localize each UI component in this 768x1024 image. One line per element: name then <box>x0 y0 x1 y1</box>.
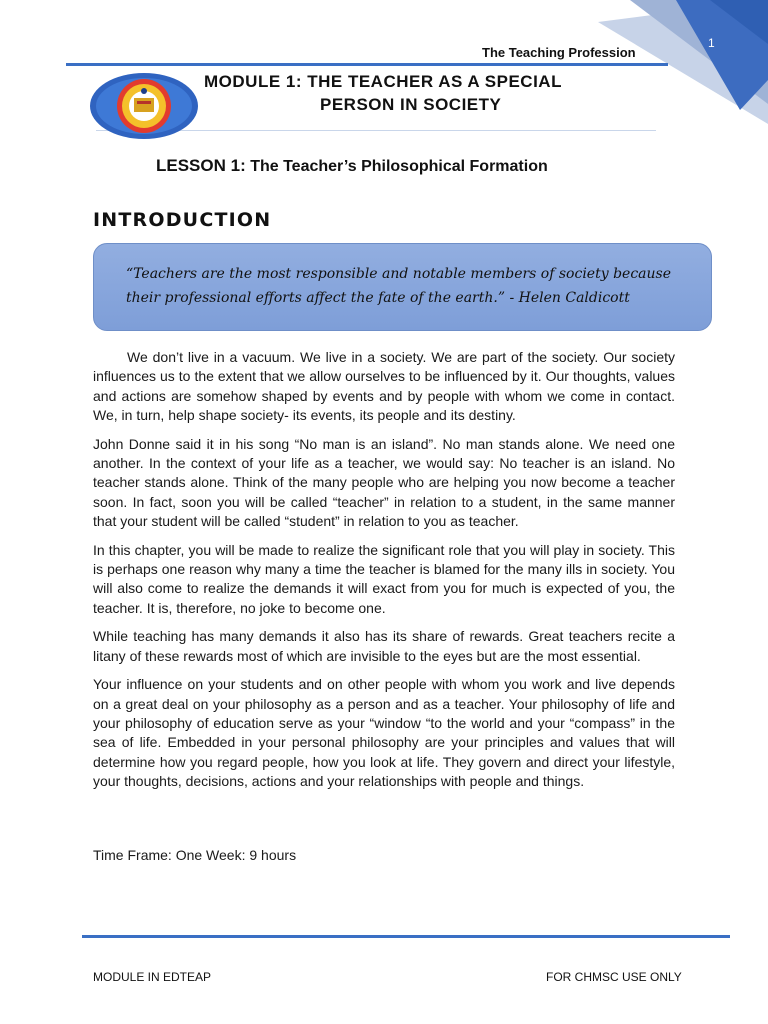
lesson-heading <box>156 156 548 176</box>
module-title-line2: PERSON IN SOCIETY <box>320 95 502 114</box>
footer-left: MODULE IN EDTEAP <box>93 970 212 984</box>
body-paragraph: Your influence on your students and on other people with whom you work and live depends on a great deal on your philosophy as a person and as a teacher. Your philosophy of life and your philosophy of education serve as your “window “to the world and your “compass” in the sea of life. Embedded in your personal philosophy are your principles and values that will determine how you regard people, how you look at life. They govern and direct your lifestyle, your thoughts, decisions, actions and your relationships with people and things. <box>93 676 675 790</box>
footer-right: FOR CHMSC USE ONLY <box>546 970 682 984</box>
introduction-heading: INTRODUCTION <box>93 209 272 231</box>
school-seal-icon <box>88 71 200 141</box>
body-paragraph: While teaching has many demands it also has its share of rewards. Great teachers recite a litany of these rewards most of which are invisible to the eyes but are the most essential. <box>93 628 675 664</box>
body-paragraph: In this chapter, you will be made to realize the significant role that you will play in society. This is perhaps one reason why many a time the teacher is blamed for the many ills in society. You will also come to realize the demands it will exact from you for much is expected of you, the teacher. It is, therefore, no joke to become one. <box>93 541 675 616</box>
page-number: 1 <box>708 36 715 50</box>
module-title-line1: MODULE 1: THE TEACHER AS A SPECIAL <box>204 72 562 91</box>
body-text <box>93 348 675 801</box>
footer-rule <box>82 935 730 938</box>
lesson-title: The Teacher’s Philosophical Formation <box>250 158 548 175</box>
lesson-label: LESSON 1: <box>156 156 246 175</box>
quote-text: “Teachers are the most responsible and notable members of society because their professional efforts affect the fate of the earth.” - Helen Caldicott <box>126 266 671 306</box>
body-paragraph: John Donne said it in his song “No man is an island”. No man stands alone. We need one another. In the context of your life as a teacher, we would say: No teacher is an island. No teacher stands alone. Think of the many people who are helping you now become a teacher soon. In fact, soon you will be called “teacher” in relation to a student, in the same manner that your student will be called “student” in relation to you as teacher. <box>93 435 675 530</box>
body-paragraph: We don’t live in a vacuum. We live in a society. We are part of the society. Our society influences us to the extent that we allow ourselves to be influenced by it. Our thoughts, values and actions are somehow shaped by events and by people with whom we come in contact. We, in turn, help shape society- its events, its people and its destiny. <box>93 349 675 424</box>
time-frame: Time Frame: One Week: 9 hours <box>93 847 297 863</box>
running-head: The Teaching Profession <box>482 45 636 60</box>
